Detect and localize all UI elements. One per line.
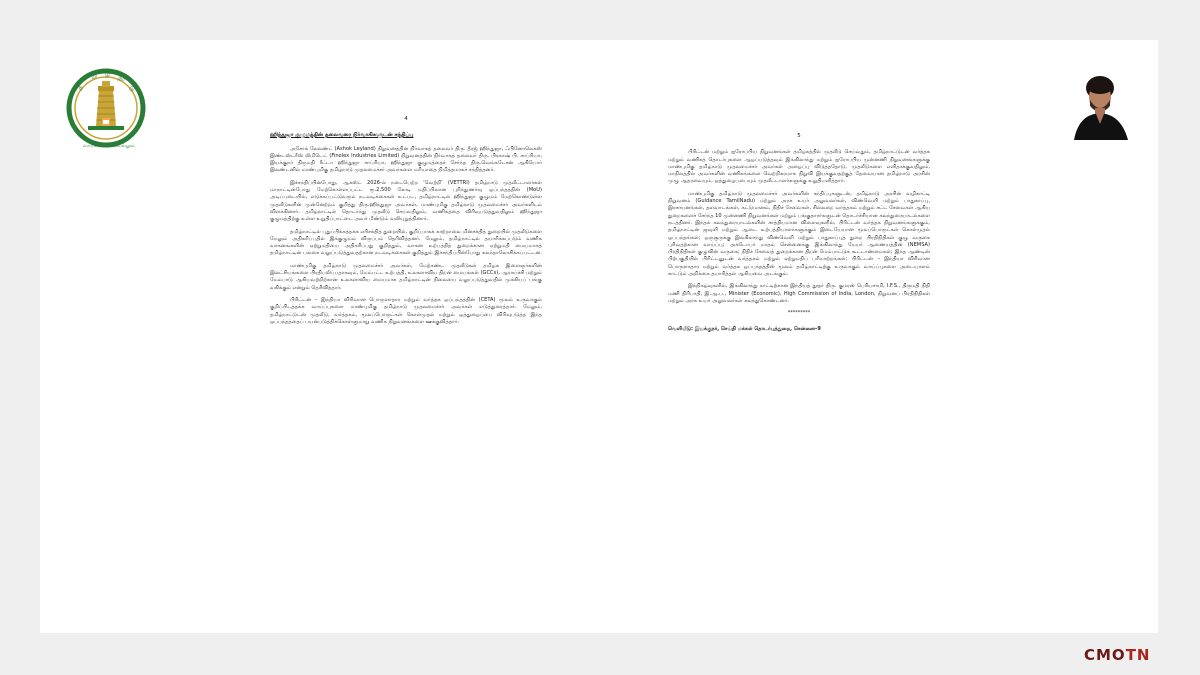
paragraph: தமிழ்நாட்டில் புதுப்பிக்கத்தக்க எரிசக்தித் துறையில், குறிப்பாகக் காற்றாலை மின்சக்தித் துறையில் முதலீடுகளை மேலும் அதிகரிப்பதில் இக்குழுமம் விருப்பம் தெரிவித்தனர். மேலும், தமிழ்நாட்டில் தயாரிக்கப்படும் வணிக வாகனங்களின் ஏற்றுமதியை அதிகரிப்பது குறித்தும், வாகன உற்பத்தித் துறைக்கான ஏற்றுமதி மையமாகத் தமிழ்நாட்டின் பங்கை வலுப்படுத்துவதற்கான நடவடிக்கைகள் குறித்தும் இச்சந்திப்பின்போது கலந்தாலோசிக்கப்பட்டன. [270, 228, 543, 257]
page-number: 5 [797, 133, 801, 139]
brand-prefix: CMO [1084, 646, 1126, 664]
svg-text:ழ்: ழ் [105, 71, 110, 78]
brand-suffix: TN [1125, 646, 1151, 664]
paragraph: இச்சந்திப்பின்போது, ஆகஸ்ட் 2026-ல் நடைபெற்ற 'வெற்றி' (VETTRI) தமிழ்நாடு முதலீட்டாளர்கள் மாநாட்டின்போது மேற்கொள்ளப்பட்ட ரூ.2,500 கோடி மதிப்பிலான புரிந்துணர்வு ஒப்பந்தத்தின் (MoU) அடிப்படையில், எடுக்கப்பட்டுவரும் நடவடிக்கைகள் உட்பட, தமிழ்நாட்டில் ஹிந்துஜா குழுமம் மேற்கொண்டுள்ள முதலீடுகளின் முன்னேற்றம் குறித்து திரு.ஹிந்துஜா அவர்கள், மாண்புமிகு தமிழ்நாடு முதலமைச்சர் அவர்களிடம் விளக்கினார். தமிழ்நாட்டில் தொடர்ந்து முதலீடு செய்வதிலும், வணிகத்தை விரிவுபடுத்துவதிலும் ஹிந்துஜா குழுமத்திற்கு உள்ள உறுதிப்பாட்டை அவர் மீண்டும் வலியுறுத்தினார். [270, 179, 542, 223]
document-sheet [40, 40, 1158, 633]
svg-text:நா: நா [117, 74, 127, 84]
paragraph: இந்நிகழ்வுகளில், இங்கிலாந்து நாட்டிற்கான இந்தியத் தூதர் திரு. குமரன் பெரியசாமி, I.F.S., திருமதி நிதி மணி திரிபாதி, இ.ஆ.ப., Minister (Economic), High Commission of India, London, நிறுவனப் பிரதிநிதிகள் மற்றும் அரசு உயர் அலுவலர்கள் கலந்துகொண்டனர். [668, 283, 930, 304]
svg-text:டு: டு [127, 84, 137, 94]
separator-stars: ********* [787, 310, 811, 317]
tamil-nadu-emblem-icon [66, 68, 146, 148]
emblem-caption: வாய்மையே வெல்லும் [83, 143, 135, 149]
chief-minister-photo [1070, 70, 1132, 140]
page-5 [668, 133, 930, 333]
cmotn-brand-logo [1084, 646, 1150, 664]
section-heading: ஹிந்துஜா குழுமத்தின் தலைவரை நிர்வாகிகளுடன் சந்திப்பு [270, 132, 414, 139]
paragraph: பிரிட்டன் மற்றும் ஐரோப்பிய நிறுவனங்கள் தமிழகத்தில் முதலீடு செய்வதும், தமிழ்நாட்டுடன் வர்த்தக மற்றும் வணிகத் தொடர்புகளை ஆழப்படுத்தவும் இங்கிலாந்து மற்றும் ஐரோப்பிய முன்னணி நிறுவனங்களுக்கு மாண்புமிகு தமிழ்நாடு முதலமைச்சர் அவர்கள் அழைப்பு விடுத்ததோடு, முதலீடுகளை எளிதாக்குவதிலும், மாநிலத்தில் அவர்களின் வணிகங்களை வெற்றிகரமாக நிறுவி இயக்குவதற்குத் தேவையான தமிழ்நாடு அரசின் முழு ஆதரவையும், ஒத்துழைப்பையும் முதலீட்டாளர்களுக்கு உறுதியளித்தார். [668, 149, 930, 185]
svg-text:மி: மி [90, 72, 99, 81]
paragraph: அசோக் லேலண்ட் (Ashok Leyland) நிறுவனத்தின் நிர்வாகத் தலைவர் திரு. தீரஜ் ஹிந்துஜா, ஃபினோலெக்ஸ் இண்டஸ்ட்ரீஸ் லிமிடெட் (Finolex Industries Limited) நிறுவனத்தின் நிர்வாகத் தலைவர் திரு. பிரகாஷ் பி. சாப்ரியா, இயக்குநர் திருமதி ரீட்டா ஹிந்துஜா சாப்ரியா, ஹிந்துஜா குழுமத்தைச் சேர்ந்த திரு.வெங்கடேசன் ஆகியோர் இலண்டனில் மாண்புமிகு தமிழ்நாடு முதலமைச்சர் அவர்களை மரியாதை நிமித்தமாகச் சந்தித்தனர். [270, 145, 542, 174]
page-number: 4 [404, 116, 408, 122]
svg-text:த: த [76, 83, 85, 92]
release-footer: வெளியீடு: இயக்குநர், செய்தி மக்கள் தொடர்புத்துறை, சென்னை–9 [668, 325, 821, 332]
page-4 [270, 116, 542, 331]
paragraph: மாண்புமிகு தமிழ்நாடு முதலமைச்சர் அவர்கள், மேற்கண்ட முதலீடுகள் தமிழக இளைஞர்களின் இலட்சியங்களை பிரதிபலிப்பதாகவும், மேம்பட்ட உற்பத்தி, உலகளாவிய திறன் மையங்கள் (GCCs), ஆராய்ச்சி மற்றும் மேம்பாடு ஆகியவற்றிற்கான உலகளாவிய மையமாக தமிழ்நாட்டின் நிலையை வலுப்படுத்துவதில் முக்கியப் பங்கு வகிக்கும் என்றும் தெரிவித்தார். [270, 262, 542, 291]
paragraph: பிரிட்டன் – இந்தியா விரிவான பொருளாதார மற்றும் வர்த்தக ஒப்பந்தத்தின் (CETA) மூலம் உருவாகும் குறிப்பிடத்தக்க வாய்ப்புகளை மாண்புமிகு தமிழ்நாடு முதலமைச்சர் அவர்கள் எடுத்துரைத்தார். மேலும், தமிழ்நாட்டுடன் முதலீடு, வர்த்தகம், மூலப்பொருட்கள் கொள்முதல் மற்றும் ஒத்துழைப்பை விரிவுபடுத்த இந்த ஒப்பந்தத்தைப் பயன்படுத்திக்கொள்ளுமாறு வணிக நிறுவனங்களை ஊக்குவித்தார். [270, 296, 542, 325]
paragraph: மாண்புமிகு தமிழ்நாடு முதலமைச்சர் அவர்களின் சந்திப்புகளுடன், தமிழ்நாடு அரசின் வழிகாட்டி நிறுவனம் (Guidance TamilNadu) மற்றும் அரசு உயர் அலுவலர்கள், விண்வெளி மற்றும் பாதுகாப்பு, இரசாயனங்கள், தளவாடங்கள், கட்டுமானம், நிதிச் சேவைகள், சில்லறை வர்த்தகம் மற்றும் சட்ட சேவைகள் ஆகிய துறைகளைச் சேர்ந்த 10 முன்னணி நிறுவனங்கள் மற்றும் பங்குதாரர்களுடன் தொடர்ச்சியான கலந்துரையாடல்களை நடத்தினர். இந்தக் கலந்துரையாடல்களின் சாத்தியமான விளைவுகளில், பிரிட்டன் வர்த்தக நிறுவனங்களுக்கும், தமிழ்நாட்டின் ஜவுளி மற்றும் ஆடை உற்பத்தியாளர்களுக்கும் இடையேயான மூலப்பொருட்கள் கொள்முதல் ஒப்பந்தங்கள்; ஒருசூருக்கு இங்கிலாந்து விண்வெளி மற்றும் பாதுகாப்புத் துறை பிரதிநிதிகள் குழு வருகை புரிவதற்கான வாய்ப்பு; அக்டோபர் மாதம் சென்னைக்கு இங்கிலாந்து மேயர் ஆணையத்தின் (NEMSA) பிரதிநிதிகள் குழுவின் வருகை; நிதிச் சேவைத் துறைக்கான திறன் மேம்பாட்டுக் கூட்டாண்மைகள்; இந்த ஆண்டின் பிற்பகுதியில் பிரிட்டனுடன் வர்த்தகம் மற்றும் ஏற்றுமதிப் பரிமாற்றங்கள்; பிரிட்டன் – இந்தியா விரிவான பொருளாதார மற்றும் வர்த்தக ஒப்பந்தத்தின் மூலம் தமிழ்நாட்டிற்கு உருவாகும் வாய்ப்புகளை அடையாளம் காட்டும் அறிக்கை தயாரித்தல் ஆகியவை அடங்கும். [668, 190, 930, 278]
